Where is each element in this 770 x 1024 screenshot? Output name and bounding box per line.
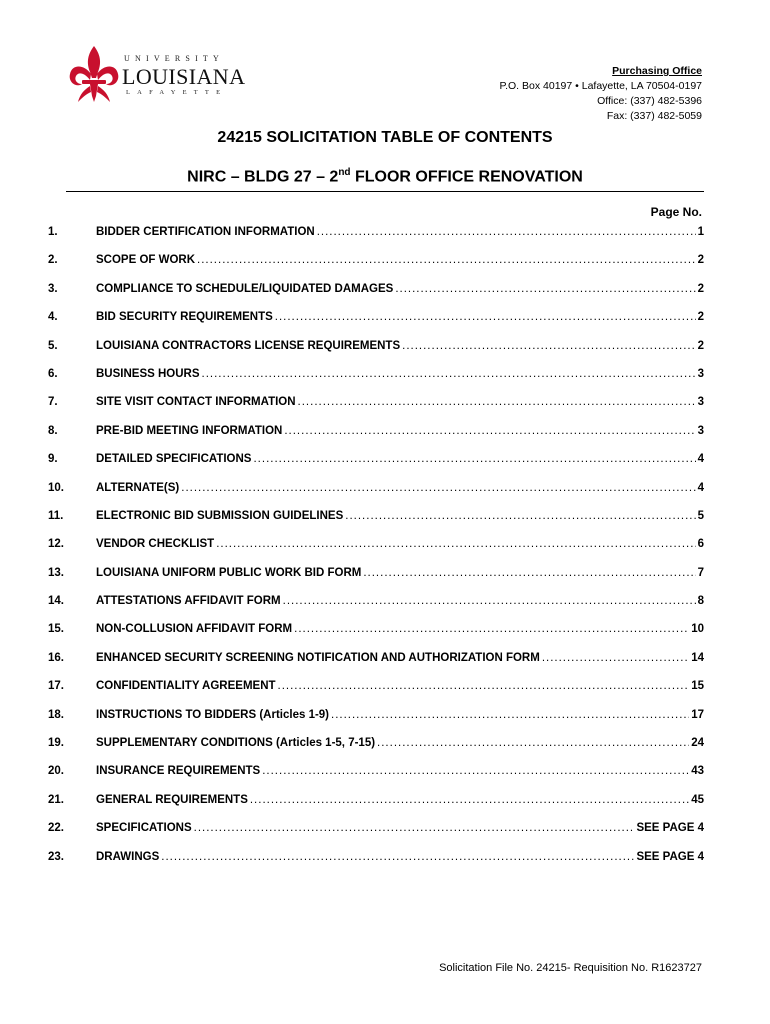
- toc-page: 3: [697, 424, 704, 437]
- toc-page: 45: [691, 793, 704, 806]
- toc-row: [48, 254, 704, 282]
- office-title: Purchasing Office: [612, 65, 702, 77]
- toc-leader-dots: [202, 368, 696, 380]
- toc-label: SUPPLEMENTARY CONDITIONS (Articles 1-5, 7-15): [96, 737, 376, 750]
- toc-leader-dots: [402, 340, 695, 352]
- toc-page: 3: [697, 367, 704, 380]
- toc-page: 5: [697, 509, 704, 522]
- toc-row: [48, 851, 704, 879]
- toc-row: [48, 794, 704, 822]
- toc-label: CONFIDENTIALITY AGREEMENT: [96, 680, 276, 693]
- toc-page: 4: [697, 481, 704, 494]
- toc-page: 15: [691, 680, 704, 693]
- toc-number: 11.: [48, 509, 64, 522]
- toc-number: 3.: [48, 282, 58, 295]
- toc-leader-dots: [298, 396, 696, 408]
- toc-row: [48, 226, 704, 254]
- table-of-contents: [48, 226, 704, 879]
- toc-row: [48, 396, 704, 424]
- toc-number: 12.: [48, 538, 64, 551]
- toc-row: [48, 737, 704, 765]
- toc-leader-dots: [345, 510, 695, 522]
- toc-row: [48, 283, 704, 311]
- toc-label: NON-COLLUSION AFFIDAVIT FORM: [96, 623, 293, 636]
- toc-label: COMPLIANCE TO SCHEDULE/LIQUIDATED DAMAGES: [96, 282, 394, 295]
- toc-row: [48, 623, 704, 651]
- toc-leader-dots: [377, 737, 689, 749]
- toc-leader-dots: [331, 709, 689, 721]
- office-phone: Office: (337) 482-5396: [597, 95, 702, 107]
- toc-leader-dots: [363, 567, 695, 579]
- toc-leader-dots: [275, 311, 696, 323]
- toc-row: [48, 822, 704, 850]
- toc-row: [48, 595, 704, 623]
- project-title-pre: NIRC – BLDG 27 – 2: [187, 168, 339, 186]
- toc-row: [48, 765, 704, 793]
- logo-top-text: UNIVERSITY: [124, 54, 224, 63]
- toc-number: 19.: [48, 737, 64, 750]
- toc-page: 10: [691, 623, 704, 636]
- toc-row: [48, 680, 704, 708]
- toc-leader-dots: [278, 680, 690, 692]
- toc-label: ALTERNATE(S): [96, 481, 180, 494]
- logo-bottom-text: LAFAYETTE: [126, 89, 228, 96]
- toc-page: 8: [697, 595, 704, 608]
- toc-page: 3: [697, 396, 704, 409]
- toc-row: [48, 567, 704, 595]
- toc-leader-dots: [542, 652, 689, 664]
- toc-leader-dots: [197, 254, 696, 266]
- toc-row: [48, 652, 704, 680]
- toc-page: 14: [691, 651, 704, 664]
- toc-number: 21.: [48, 793, 64, 806]
- toc-number: 5.: [48, 339, 58, 352]
- toc-number: 6.: [48, 367, 58, 380]
- office-fax: Fax: (337) 482-5059: [606, 110, 702, 122]
- toc-leader-dots: [253, 453, 695, 465]
- office-address: P.O. Box 40197 • Lafayette, LA 70504-0197: [499, 80, 702, 92]
- toc-leader-dots: [317, 226, 696, 238]
- contact-block: [499, 64, 702, 124]
- toc-number: 8.: [48, 424, 58, 437]
- toc-row: [48, 425, 704, 453]
- toc-page: 2: [697, 311, 704, 324]
- toc-page: 2: [697, 282, 704, 295]
- toc-label: INSURANCE REQUIREMENTS: [96, 765, 261, 778]
- toc-label: SPECIFICATIONS: [96, 822, 192, 835]
- toc-number: 16.: [48, 651, 64, 664]
- toc-number: 10.: [48, 481, 64, 494]
- toc-row: [48, 368, 704, 396]
- toc-row: [48, 482, 704, 510]
- project-title-sup: nd: [338, 167, 351, 178]
- toc-row: [48, 510, 704, 538]
- document-title: 24215 SOLICITATION TABLE OF CONTENTS: [217, 129, 553, 146]
- toc-label: ENHANCED SECURITY SCREENING NOTIFICATION AND AUTHORIZATION FORM: [96, 651, 540, 664]
- toc-leader-dots: [181, 482, 695, 494]
- toc-number: 15.: [48, 623, 64, 636]
- page-no-header: Page No.: [650, 205, 702, 219]
- toc-label: SITE VISIT CONTACT INFORMATION: [96, 396, 296, 409]
- toc-leader-dots: [283, 595, 696, 607]
- project-title: [0, 167, 770, 186]
- toc-number: 2.: [48, 254, 58, 267]
- toc-page: 2: [697, 339, 704, 352]
- toc-label: INSTRUCTIONS TO BIDDERS (Articles 1-9): [96, 708, 330, 721]
- toc-label: LOUISIANA CONTRACTORS LICENSE REQUIREMENTS: [96, 339, 401, 352]
- toc-row: [48, 453, 704, 481]
- university-logo: [66, 44, 246, 106]
- toc-page: 7: [697, 566, 704, 579]
- toc-label: PRE-BID MEETING INFORMATION: [96, 424, 283, 437]
- toc-page: 43: [691, 765, 704, 778]
- toc-leader-dots: [216, 538, 695, 550]
- toc-row: [48, 311, 704, 339]
- logo-main-text: LOUISIANA: [122, 64, 246, 89]
- toc-page: 2: [697, 254, 704, 267]
- toc-label: ELECTRONIC BID SUBMISSION GUIDELINES: [96, 509, 344, 522]
- toc-page: SEE PAGE 4: [636, 822, 704, 835]
- toc-number: 13.: [48, 566, 64, 579]
- toc-leader-dots: [395, 283, 695, 295]
- toc-page: 1: [697, 226, 704, 238]
- toc-leader-dots: [262, 765, 689, 777]
- footer-solicitation-info: Solicitation File No. 24215- Requisition No. R1623727: [439, 962, 702, 974]
- toc-label: DETAILED SPECIFICATIONS: [96, 453, 252, 466]
- toc-label: GENERAL REQUIREMENTS: [96, 793, 248, 806]
- toc-number: 18.: [48, 708, 64, 721]
- project-title-post: FLOOR OFFICE RENOVATION: [350, 168, 583, 186]
- toc-page: 17: [691, 708, 704, 721]
- toc-number: 9.: [48, 453, 58, 466]
- toc-label: BUSINESS HOURS: [96, 367, 200, 380]
- toc-label: VENDOR CHECKLIST: [96, 538, 215, 551]
- toc-number: 4.: [48, 311, 58, 324]
- toc-number: 14.: [48, 595, 64, 608]
- toc-leader-dots: [284, 425, 695, 437]
- toc-label: DRAWINGS: [96, 850, 160, 863]
- toc-number: 1.: [48, 226, 58, 238]
- toc-number: 20.: [48, 765, 64, 778]
- toc-leader-dots: [194, 822, 635, 834]
- toc-page: SEE PAGE 4: [636, 850, 704, 863]
- toc-number: 23.: [48, 850, 64, 863]
- toc-label: BID SECURITY REQUIREMENTS: [96, 311, 273, 324]
- toc-page: 24: [691, 737, 704, 750]
- toc-leader-dots: [250, 794, 689, 806]
- toc-label: LOUISIANA UNIFORM PUBLIC WORK BID FORM: [96, 566, 362, 579]
- toc-label: ATTESTATIONS AFFIDAVIT FORM: [96, 595, 281, 608]
- toc-label: SCOPE OF WORK: [96, 254, 196, 267]
- divider: [66, 191, 704, 192]
- fleur-de-lis-icon: [66, 44, 122, 106]
- toc-number: 22.: [48, 822, 64, 835]
- toc-row: [48, 340, 704, 368]
- toc-leader-dots: [294, 623, 689, 635]
- toc-label: BIDDER CERTIFICATION INFORMATION: [96, 226, 315, 238]
- toc-page: 6: [697, 538, 704, 551]
- toc-row: [48, 709, 704, 737]
- toc-leader-dots: [161, 851, 634, 863]
- toc-row: [48, 538, 704, 566]
- toc-page: 4: [697, 453, 704, 466]
- toc-number: 17.: [48, 680, 64, 693]
- toc-number: 7.: [48, 396, 58, 409]
